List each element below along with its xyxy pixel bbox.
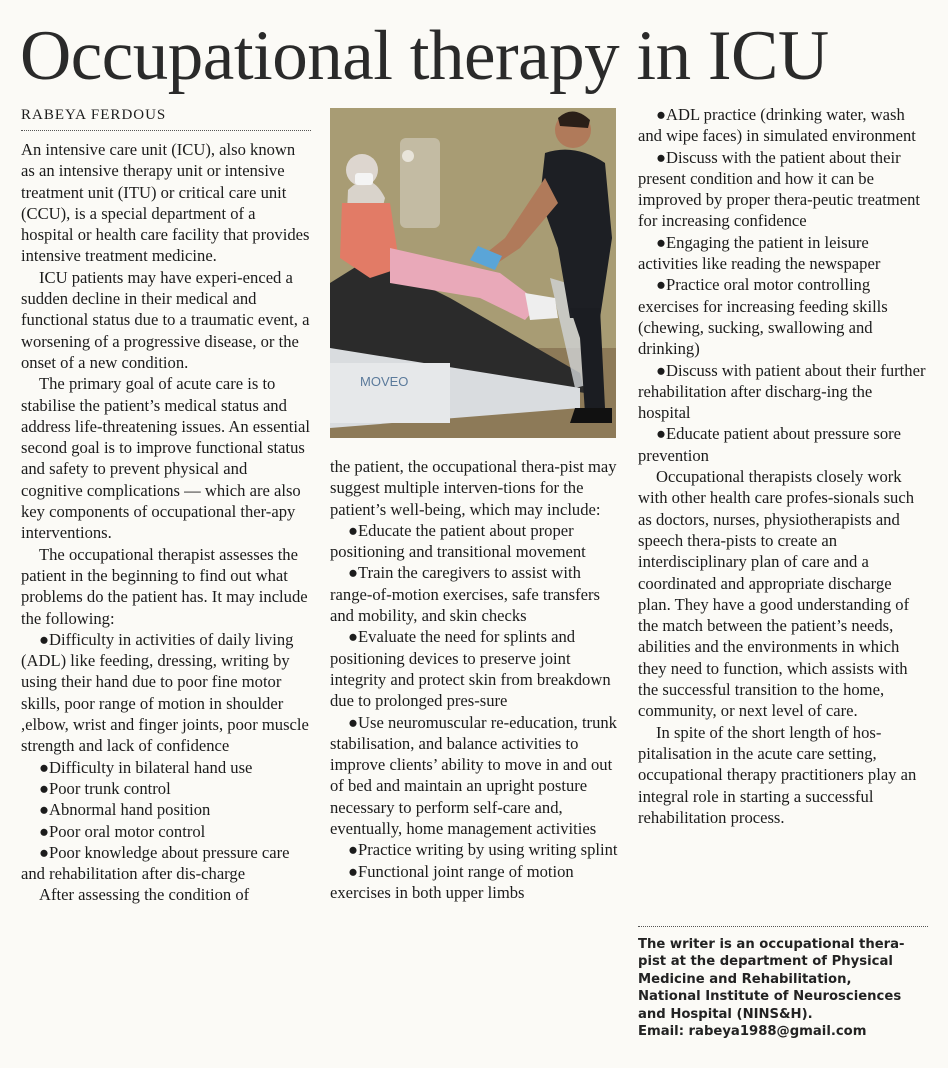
bullet-item: ●Educate the patient about proper positioning and transitional movement: [330, 520, 586, 562]
photo-brand-text: MOVEO: [360, 374, 409, 389]
bullet-item: ●Train the caregivers to assist with range-of-motion exercises, safe transfers and mobility, and skin checks: [330, 563, 600, 626]
bullet-item: ●Engaging the patient in leisure activities like reading the newspaper: [638, 232, 881, 274]
column-3: [638, 104, 928, 828]
bullet-item: ●Practice writing by using writing splint: [348, 840, 618, 860]
photo-illustration: [330, 108, 616, 438]
bullet-item: ●Poor trunk control: [39, 778, 171, 798]
bullet-item: ●ADL practice (drinking water, wash and wipe faces) in simulated environment: [638, 105, 916, 146]
byline: RABEYA FERDOUS: [21, 107, 167, 123]
bullet-item: ●Evaluate the need for splints and positioning devices to preserve joint integrity and protect skin from breakdown due to prolonged pres-sure: [330, 627, 611, 711]
column-1: [21, 104, 311, 906]
bullet-item: ●Abnormal hand position: [39, 800, 211, 820]
bullet-item: ●Educate patient about pressure sore prevention: [638, 424, 902, 465]
paragraph: After assessing the condition of: [39, 885, 250, 905]
author-note-line: Medicine and Rehabilitation,: [638, 971, 852, 987]
paragraph: ICU patients may have experi-enced a sudden decline in their medical and functional status due to a traumatic event, a worsening of a progressive disease, or the onset of a new condition.: [21, 267, 310, 372]
article-photo: [330, 108, 616, 438]
paragraph: In spite of the short length of hos-pitalisation in the acute care setting, occupational therapy practitioners play an integral role in starting a successful rehabilitation process.: [638, 722, 917, 827]
headline: Occupational therapy in ICU: [20, 17, 829, 95]
author-note-line: pist at the department of Physical: [638, 954, 893, 970]
note-divider: [638, 926, 928, 927]
bullet-item: ●Poor oral motor control: [39, 821, 206, 841]
bullet-item: ●Practice oral motor controlling exercises for increasing feeding skills (chewing, sucking, swallowing and drinking): [638, 275, 888, 359]
author-note-line: The writer is an occupational thera-: [638, 937, 905, 952]
paragraph: The occupational therapist assesses the patient in the beginning to find out what problems do the patient has. It may include the following:: [21, 544, 308, 628]
bullet-item: ●Use neuromuscular re-education, trunk stabilisation, and balance activities to improve clients’ ability to move in and out of bed and maintain an upright posture necessary to perform self-care and, eventually, home management activities: [330, 712, 617, 839]
bullet-item: ●Poor knowledge about pressure care and rehabilitation after dis-charge: [21, 842, 290, 884]
author-note: [638, 936, 930, 1040]
byline-divider: [21, 126, 311, 131]
author-note-line: and Hospital (NINS&H).: [638, 1006, 813, 1022]
paragraph: Occupational therapists closely work with other health care profes-sionals such as doctors, nurses, physiotherapists and speech thera-pists to create an interdisciplinary plan of care and a coordinated and appropriate discharge plan. They have a good understanding of the match between the patient’s needs, abilities and the environments in which they need to function, which assists with the successful transition to the home, community, or next level of care.: [638, 467, 915, 721]
author-email: Email: rabeya1988@gmail.com: [638, 1024, 867, 1040]
author-note-line: National Institute of Neurosciences: [638, 989, 902, 1005]
paragraph: the patient, the occupational thera-pist may suggest multiple interven-tions for the patient’s well-being, which may include:: [330, 457, 617, 519]
bullet-item: ●Difficulty in bilateral hand use: [39, 757, 253, 777]
bullet-item: ●Discuss with patient about their further rehabilitation after discharg-ing the hospital: [638, 360, 926, 423]
paragraph: An intensive care unit (ICU), also known as an intensive therapy unit or intensive treatment unit (ITU) or critical care unit (CCU), is a special department of a hospital or health care facility that provides intensive treatment medicine.: [21, 140, 310, 266]
column-2: [330, 456, 618, 903]
bullet-item: ●Difficulty in activities of daily living (ADL) like feeding, dressing, writing by using their hand due to poor fine motor skills, poor range of motion in shoulder ,elbow, wrist and finger joints, poor muscle strength and lack of confidence: [21, 629, 309, 756]
bullet-item: ●Functional joint range of motion exercises in both upper limbs: [330, 861, 574, 902]
paragraph: The primary goal of acute care is to stabilise the patient’s medical status and address life-threatening issues. An essential second goal is to improve functional status and safety to prevent physical and cognitive complications — which are also key components of occupational ther-apy interventions.: [21, 374, 310, 543]
bullet-item: ●Discuss with the patient about their present condition and how it can be improved by proper thera-peutic treatment for increasing confidence: [638, 147, 920, 231]
